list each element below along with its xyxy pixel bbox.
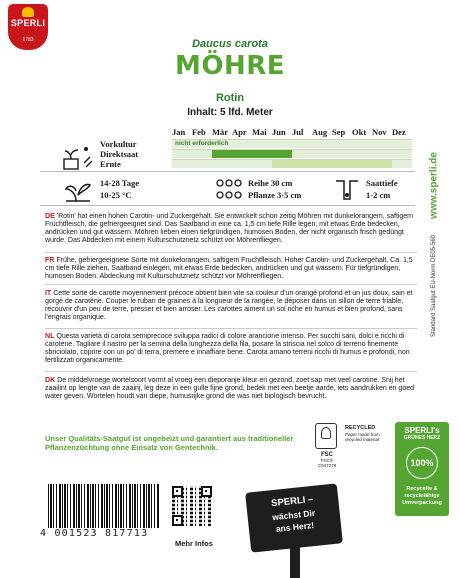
description-text: 'Rotin' hat einen hohen Carotin- und Zuckergehalt. Sie entwickelt schon zeitig Möhren mit dunkelorangem, saftigem Fruchtfleisch, die gefriergeeignet sind. Das Saatband in eine ca. 1,5 cm tiefe Rille legen, mit etwas Erde bedecken, andrücken und gut wässern. Möhren lieben einen tiefgründigen, humosen Boden, der nicht organisch frisch gedüngt wurde. Das Abdecken mit einem Kulturschutznetz schützt vor Möhrenfliegen.	[45, 212, 414, 245]
qr-finder	[172, 486, 183, 497]
month-label: Aug	[312, 127, 328, 137]
month-label: Mär	[212, 127, 229, 137]
divider	[45, 371, 417, 372]
month-label: Okt	[352, 127, 367, 137]
sign-line-1: wächst Dir	[271, 507, 316, 523]
variety-name: Rotin	[215, 92, 245, 104]
badge-percent: 100%	[410, 458, 434, 468]
bar-fill-idle	[292, 150, 412, 158]
germination-icon	[62, 175, 94, 203]
plant-spacing: Pflanze 3-5 cm	[248, 190, 302, 200]
tree-icon	[321, 427, 331, 439]
month-label: Feb	[192, 127, 206, 137]
sowing-depth-icon	[332, 175, 362, 203]
row-label: Ernte	[100, 159, 121, 169]
fsc-label	[313, 452, 341, 468]
row-spacing: Reihe 30 cm	[248, 178, 293, 188]
month-label: Jul	[292, 127, 304, 137]
bar-fill-sowing	[212, 150, 292, 158]
fsc-name: FSC	[321, 452, 333, 458]
calendar-row-vorkultur	[62, 139, 417, 149]
ean-barcode	[48, 484, 160, 528]
description-dk	[45, 376, 417, 400]
wheat-icon	[22, 7, 34, 17]
description-de	[45, 212, 417, 244]
description-fr	[45, 256, 417, 280]
bar-fill-idle	[392, 160, 412, 168]
description-text: Frühe, gefriergeeignete Sorte mit dunkelorangem, saftigem Fruchtfleisch. Hoher Carotin- und Zuckergehalt. Ca. 1,5 cm tiefe Rille ziehen, Saatband einlegen, mit etwas Erde bedecken, andrücken und gut wässern. Für tiefgründigen, humosen Boden. Abdeckung mit Kulturschutznetz schützt vor Möhrenfliegen.	[45, 256, 413, 281]
qr-finder	[201, 486, 212, 497]
side-standard-code	[424, 228, 444, 348]
badge-title: SPERLI's	[404, 426, 440, 435]
side-website	[424, 148, 444, 228]
row-bar	[172, 159, 412, 168]
sign-brand: SPERLI –	[270, 493, 314, 510]
lang-code: DK	[45, 376, 56, 384]
row-bar	[172, 139, 412, 148]
qr-finder	[172, 515, 183, 526]
slogan-sign	[245, 483, 343, 552]
badge-text: Recycelte & recyclefähige Umverpackung	[402, 486, 442, 506]
row-label: Vorkultur	[100, 139, 137, 149]
month-label: Jun	[272, 127, 286, 137]
description-text: De middelvroege wortelsoort vormt al vroeg een dieporanje kleur en gezond, zoet sap met veel carotine. Snij het zaailint op lengte van de zaairij, leg deze in een gulle fijne grond, bedek met een beetje aarde, iets aandrukken en goed water geven. Wortelen houdt van diepe, humusrijke grond die was niet biologisch bevrucht.	[45, 376, 414, 401]
germination-temperature: 10-25 °C	[100, 190, 132, 200]
bar-note: nicht erforderlich	[175, 140, 229, 147]
description-text: Questa varietà di carota semiprecoce sviluppa radici di colore arancione intenso. Per succhi sani, dolci e ricchi di carotene. Tagliare il nastro per la semina della lunghezza della fila, posare la striscia nel solco di terreno finemente sbriciolato, coprire con un po' di terra, premere e innaffiare bene. Carota amano terreni ricchi di humus e profondi, non fertilizzati organicamente.	[45, 332, 410, 365]
quality-guarantee: Unser Qualitäts-Saatgut ist ungebeizt und garantiert aus traditioneller Pflanzenzüchtung ohne Einsatz von Gentechnik.	[45, 434, 294, 452]
divider	[45, 252, 417, 253]
logo-year: 1783	[22, 37, 34, 43]
product-title: MÖHRE	[174, 51, 286, 81]
spacing-icon	[214, 175, 244, 203]
divider	[45, 328, 417, 329]
description-text: Cette sorte de carotte moyennement précoce obtient bien vite sa couleur d'un orangé profond et un jus doux, sain et gorgé de carotène. Couper le ruban de graines à la longueur de la rangée, le déposer dans un sillon de terre friable, recouvrir d'un peu de terre, presser et bien arroser. Les carottes aiment un sol riche en humus et bien profond, sans l'engrais organique.	[45, 289, 413, 322]
calendar-row-ernte	[62, 159, 417, 169]
divider	[40, 205, 415, 206]
divider	[45, 284, 417, 285]
lang-code: NL	[45, 332, 55, 340]
calendar-months	[172, 127, 412, 137]
logo-brand-name: SPERLI	[10, 18, 46, 28]
row-label: Direktsaat	[100, 149, 139, 159]
growing-info	[62, 175, 422, 203]
website-url: www.sperli.de	[428, 152, 440, 219]
lang-code: IT	[45, 289, 52, 297]
bar-fill-idle	[172, 160, 272, 168]
recycled-label	[345, 426, 385, 443]
month-label: Sep	[332, 127, 346, 137]
month-label: Nov	[372, 127, 387, 137]
badge-subtitle: GRÜNES HERZ	[403, 435, 441, 441]
contents-info: Inhalt: 5 lfd. Meter	[187, 107, 273, 118]
description-nl	[45, 332, 417, 364]
ean-number: 4 001523 817713	[40, 528, 149, 539]
green-heart-badge	[395, 422, 449, 516]
germination-days: 14-28 Tage	[100, 178, 139, 188]
divider	[40, 171, 415, 172]
depth-value: 1-2 cm	[366, 190, 391, 200]
lang-code: DE	[45, 212, 55, 220]
month-label: Dez	[392, 127, 406, 137]
qr-code[interactable]	[172, 486, 212, 526]
bar-fill-idle	[172, 150, 212, 158]
calendar-row-direktsaat	[62, 149, 417, 159]
recycled-text: Paper made from recycled material	[345, 431, 380, 442]
month-label: Mai	[252, 127, 267, 137]
month-label: Jan	[172, 127, 186, 137]
sign-line-2: ans Herz!	[275, 519, 315, 534]
standard-code: Standard Saatgut EU-Norm DE05-560	[431, 234, 437, 338]
fsc-code: FSC® C047278	[317, 458, 337, 468]
bar-fill-harvest	[272, 160, 392, 168]
depth-label: Saattiefe	[366, 178, 398, 188]
fsc-logo	[315, 423, 337, 449]
qr-label: Mehr Infos	[175, 539, 213, 548]
recycled-title: RECYCLED	[345, 425, 376, 431]
month-label: Apr	[232, 127, 247, 137]
lang-code: FR	[45, 256, 55, 264]
row-bar	[172, 149, 412, 158]
description-it	[45, 289, 417, 321]
latin-name: Daucus carota	[192, 38, 268, 50]
